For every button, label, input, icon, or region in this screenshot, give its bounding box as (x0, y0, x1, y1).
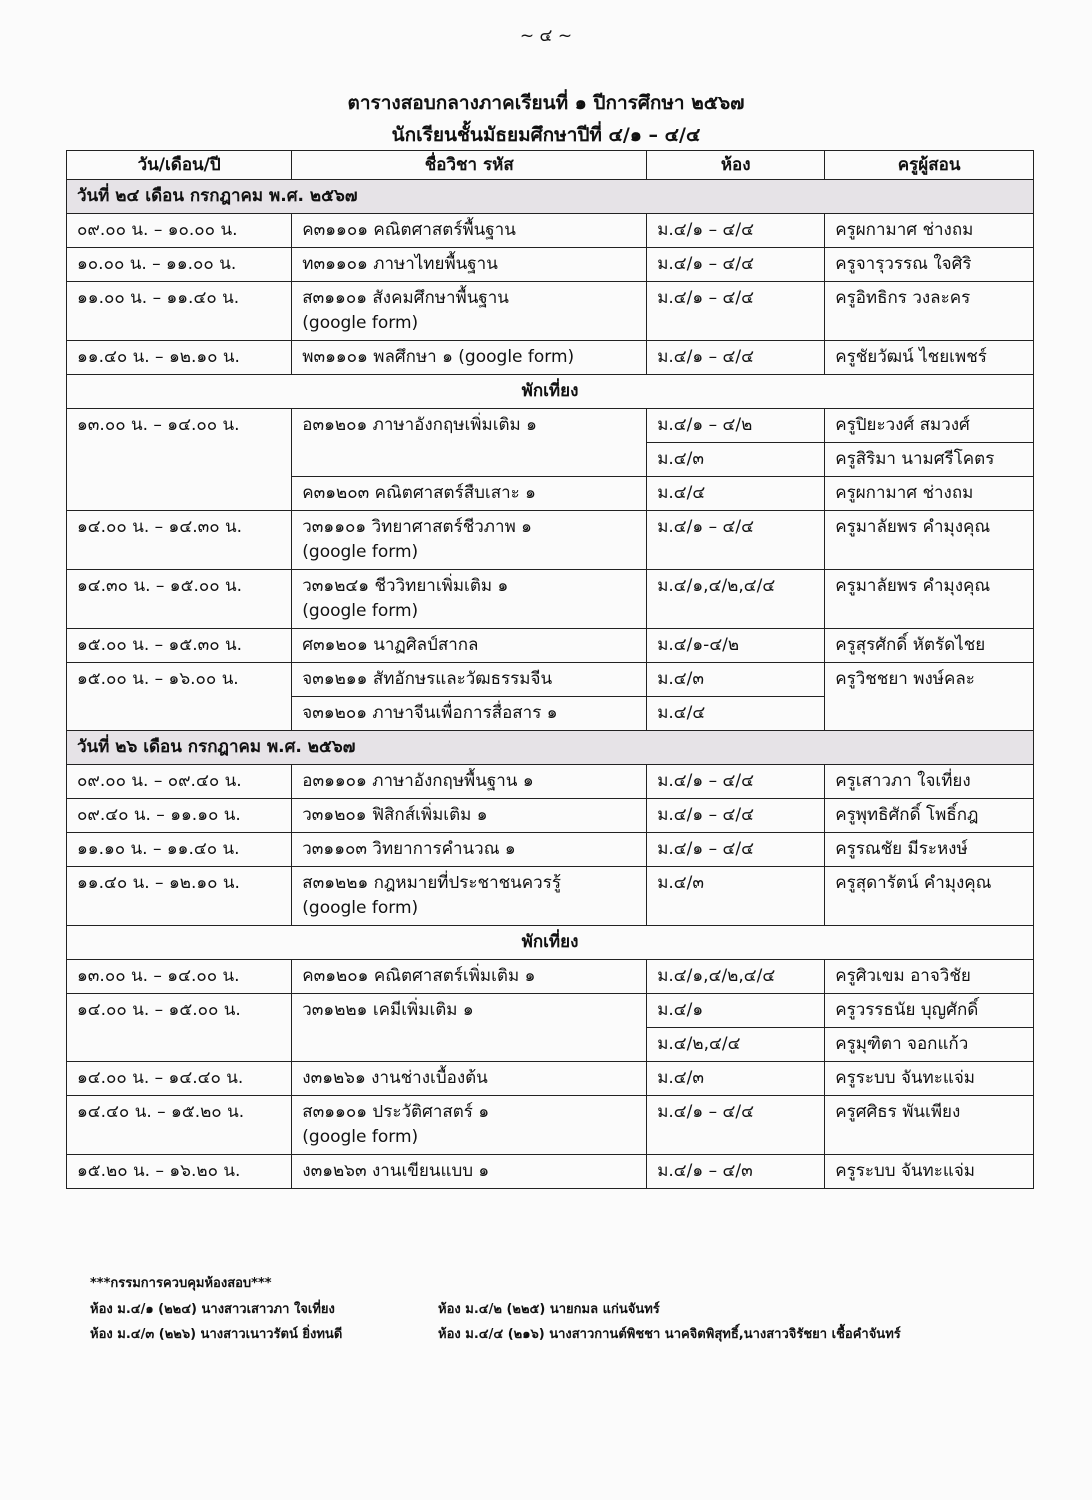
day-row (67, 731, 1034, 765)
proctor-heading: ***กรรมการควบคุมห้องสอบ*** (90, 1276, 272, 1291)
subject-cell (292, 511, 647, 570)
day-label: วันที่ ๒๖ เดือน กรกฎาคม พ.ศ. ๒๕๖๗ (67, 731, 1034, 765)
teacher-cell: ครูผกามาศ ช่างถม (825, 214, 1034, 248)
proctor-room-1: ห้อง ม.๔/๑ (๒๒๔) นางสาวเสาวภา ใจเที่ยง (90, 1302, 335, 1317)
subject-cell: จ๓๑๒๐๑ ภาษาจีนเพื่อการสื่อสาร ๑ (292, 697, 647, 731)
teacher-cell: ครูสิริมา นามศรีโคตร (825, 443, 1034, 477)
room-cell: ม.๔/๑-๔/๒ (647, 629, 825, 663)
time-cell: ๑๓.๐๐ น. – ๑๔.๐๐ น. (67, 960, 292, 994)
subject-cell (292, 1096, 647, 1155)
teacher-cell: ครูพุทธิศักดิ์ โพธิ์กฎ (825, 799, 1034, 833)
subject-cell: ค๓๑๒๐๑ คณิตศาสตร์เพิ่มเติม ๑ (292, 960, 647, 994)
proctor-room-4: ห้อง ม.๔/๔ (๒๑๖) นางสาวกานต์พิชชา นาคจิตพิสุทธิ์,นางสาวจิรัชยา เชื้อคำจันทร์ (438, 1327, 901, 1342)
teacher-cell: ครูมุฑิตา จอกแก้ว (825, 1028, 1034, 1062)
time-cell: ๑๕.๒๐ น. – ๑๖.๒๐ น. (67, 1155, 292, 1189)
subject-cell: ค๓๑๑๐๑ คณิตศาสตร์พื้นฐาน (292, 214, 647, 248)
subject-cell: อ๓๑๑๐๑ ภาษาอังกฤษพื้นฐาน ๑ (292, 765, 647, 799)
teacher-cell: ครูมาลัยพร คำมุงคุณ (825, 511, 1034, 570)
table-row (67, 409, 1034, 443)
room-cell: ม.๔/๑ – ๔/๔ (647, 833, 825, 867)
lunch-row (67, 375, 1034, 409)
time-cell: ๑๕.๐๐ น. – ๑๕.๓๐ น. (67, 629, 292, 663)
subject-cell: ศ๓๑๒๐๑ นาฏศิลป์สากล (292, 629, 647, 663)
teacher-cell: ครูระบบ จันทะแจ่ม (825, 1062, 1034, 1096)
room-cell: ม.๔/๒,๔/๔ (647, 1028, 825, 1062)
time-cell: ๑๑.๑๐ น. – ๑๑.๔๐ น. (67, 833, 292, 867)
day-row (67, 180, 1034, 214)
table-row (67, 867, 1034, 926)
room-cell: ม.๔/๑ – ๔/๔ (647, 765, 825, 799)
time-cell: ๑๔.๐๐ น. – ๑๔.๓๐ น. (67, 511, 292, 570)
room-cell: ม.๔/๑ – ๔/๔ (647, 511, 825, 570)
room-cell: ม.๔/๓ (647, 867, 825, 926)
day-label: วันที่ ๒๔ เดือน กรกฎาคม พ.ศ. ๒๕๖๗ (67, 180, 1034, 214)
teacher-cell: ครูอิทธิกร วงละคร (825, 282, 1034, 341)
room-cell: ม.๔/๔ (647, 477, 825, 511)
header-room: ห้อง (647, 151, 825, 180)
teacher-cell: ครูวรรธนัย บุญศักดิ์ (825, 994, 1034, 1028)
table-row (67, 570, 1034, 629)
subject-name: ว๓๑๑๐๑ วิทยาศาสตร์ชีวภาพ ๑ (302, 517, 532, 537)
table-row (67, 248, 1034, 282)
page-subtitle: นักเรียนชั้นมัธยมศึกษาปีที่ ๔/๑ – ๔/๔ (391, 124, 701, 146)
page-title: ตารางสอบกลางภาคเรียนที่ ๑ ปีการศึกษา ๒๕๖๗ (347, 92, 745, 114)
schedule-table (66, 150, 1034, 1189)
teacher-cell: ครูวิชชยา พงษ์คละ (825, 663, 1034, 731)
table-row (67, 629, 1034, 663)
time-cell: ๑๐.๐๐ น. – ๑๑.๐๐ น. (67, 248, 292, 282)
header-row (67, 151, 1034, 180)
google-form-note: (google form) (302, 601, 419, 621)
lunch-row (67, 926, 1034, 960)
room-cell: ม.๔/๑ – ๔/๔ (647, 282, 825, 341)
teacher-cell: ครูรณชัย มีระหงษ์ (825, 833, 1034, 867)
table-row (67, 511, 1034, 570)
room-cell: ม.๔/๔ (647, 697, 825, 731)
teacher-cell: ครูศิวเขม อาจวิชัย (825, 960, 1034, 994)
teacher-cell: ครูผกามาศ ช่างถม (825, 477, 1034, 511)
subject-name: ส๓๑๒๒๑ กฎหมายที่ประชาชนควรรู้ (302, 873, 561, 893)
table-row (67, 994, 1034, 1028)
google-form-note: (google form) (302, 898, 419, 918)
room-cell: ม.๔/๓ (647, 663, 825, 697)
teacher-cell: ครูเสาวภา ใจเที่ยง (825, 765, 1034, 799)
room-cell: ม.๔/๓ (647, 1062, 825, 1096)
table-row (67, 960, 1034, 994)
subject-cell: ว๓๑๒๐๑ ฟิสิกส์เพิ่มเติม ๑ (292, 799, 647, 833)
room-cell: ม.๔/๑ – ๔/๔ (647, 214, 825, 248)
room-cell: ม.๔/๑ – ๔/๔ (647, 248, 825, 282)
time-cell: ๐๙.๔๐ น. – ๑๑.๑๐ น. (67, 799, 292, 833)
time-cell: ๑๓.๐๐ น. – ๑๔.๐๐ น. (67, 409, 292, 511)
teacher-cell: ครูปิยะวงศ์ สมวงศ์ (825, 409, 1034, 443)
table-row (67, 282, 1034, 341)
room-cell: ม.๔/๑,๔/๒,๔/๔ (647, 570, 825, 629)
subject-name: ส๓๑๑๐๑ ประวัติศาสตร์ ๑ (302, 1102, 490, 1122)
time-cell: ๑๑.๔๐ น. – ๑๒.๑๐ น. (67, 867, 292, 926)
header-subject: ชื่อวิชา รหัส (292, 151, 647, 180)
google-form-note: (google form) (302, 1127, 419, 1147)
teacher-cell: ครูศศิธร พันเพียง (825, 1096, 1034, 1155)
subject-cell: ค๓๑๒๐๓ คณิตศาสตร์สืบเสาะ ๑ (292, 477, 647, 511)
table-row (67, 1096, 1034, 1155)
time-cell: ๑๑.๔๐ น. – ๑๒.๑๐ น. (67, 341, 292, 375)
teacher-cell: ครูชัยวัฒน์ ไชยเพชร์ (825, 341, 1034, 375)
teacher-cell: ครูจารุวรรณ ใจศิริ (825, 248, 1034, 282)
room-cell: ม.๔/๑,๔/๒,๔/๔ (647, 960, 825, 994)
subject-cell: ง๓๑๒๖๓ งานเขียนแบบ ๑ (292, 1155, 647, 1189)
lunch-label: พักเที่ยง (67, 375, 1034, 409)
teacher-cell: ครูสุรศักดิ์ หัตรัดไชย (825, 629, 1034, 663)
subject-cell: ว๓๑๒๒๑ เคมีเพิ่มเติม ๑ (292, 994, 647, 1062)
room-cell: ม.๔/๑ – ๔/๔ (647, 341, 825, 375)
time-cell: ๐๙.๐๐ น. – ๐๙.๔๐ น. (67, 765, 292, 799)
table-row (67, 341, 1034, 375)
time-cell: ๑๑.๐๐ น. – ๑๑.๔๐ น. (67, 282, 292, 341)
room-cell: ม.๔/๓ (647, 443, 825, 477)
subject-cell: อ๓๑๒๐๑ ภาษาอังกฤษเพิ่มเติม ๑ (292, 409, 647, 477)
room-cell: ม.๔/๑ – ๔/๒ (647, 409, 825, 443)
header-date: วัน/เดือน/ปี (67, 151, 292, 180)
table-row (67, 1062, 1034, 1096)
table-row (67, 1155, 1034, 1189)
google-form-note: (google form) (302, 313, 419, 333)
page-number: ~ ๔ ~ (519, 26, 573, 46)
proctor-room-2: ห้อง ม.๔/๒ (๒๒๕) นายกมล แก่นจันทร์ (438, 1302, 660, 1317)
teacher-cell: ครูระบบ จันทะแจ่ม (825, 1155, 1034, 1189)
google-form-note: (google form) (302, 542, 419, 562)
time-cell: ๐๙.๐๐ น. – ๑๐.๐๐ น. (67, 214, 292, 248)
header-teacher: ครูผู้สอน (825, 151, 1034, 180)
time-cell: ๑๕.๐๐ น. – ๑๖.๐๐ น. (67, 663, 292, 731)
table-row (67, 663, 1034, 697)
room-cell: ม.๔/๑ – ๔/๔ (647, 799, 825, 833)
subject-cell: ว๓๑๑๐๓ วิทยาการคำนวณ ๑ (292, 833, 647, 867)
subject-name: ว๓๑๒๔๑ ชีววิทยาเพิ่มเติม ๑ (302, 576, 509, 596)
time-cell: ๑๔.๐๐ น. – ๑๕.๐๐ น. (67, 994, 292, 1062)
subject-cell: พ๓๑๑๐๑ พลศึกษา ๑ (google form) (292, 341, 647, 375)
subject-cell: ท๓๑๑๐๑ ภาษาไทยพื้นฐาน (292, 248, 647, 282)
table-row (67, 765, 1034, 799)
subject-cell (292, 570, 647, 629)
room-cell: ม.๔/๑ (647, 994, 825, 1028)
table-row (67, 214, 1034, 248)
subject-cell: จ๓๑๒๑๑ สัทอักษรและวัฒธรรมจีน (292, 663, 647, 697)
time-cell: ๑๔.๐๐ น. – ๑๔.๔๐ น. (67, 1062, 292, 1096)
lunch-label: พักเที่ยง (67, 926, 1034, 960)
table-row (67, 833, 1034, 867)
subject-name: ส๓๑๑๐๑ สังคมศึกษาพื้นฐาน (302, 288, 509, 308)
room-cell: ม.๔/๑ – ๔/๓ (647, 1155, 825, 1189)
proctor-room-3: ห้อง ม.๔/๓ (๒๒๖) นางสาวเนาวรัตน์ ยิ่งทนดี (90, 1327, 343, 1342)
time-cell: ๑๔.๔๐ น. – ๑๕.๒๐ น. (67, 1096, 292, 1155)
table-row (67, 799, 1034, 833)
teacher-cell: ครูมาลัยพร คำมุงคุณ (825, 570, 1034, 629)
time-cell: ๑๔.๓๐ น. – ๑๕.๐๐ น. (67, 570, 292, 629)
room-cell: ม.๔/๑ – ๔/๔ (647, 1096, 825, 1155)
teacher-cell: ครูสุดารัตน์ คำมุงคุณ (825, 867, 1034, 926)
subject-cell: ง๓๑๒๖๑ งานช่างเบื้องต้น (292, 1062, 647, 1096)
subject-cell (292, 867, 647, 926)
subject-cell (292, 282, 647, 341)
